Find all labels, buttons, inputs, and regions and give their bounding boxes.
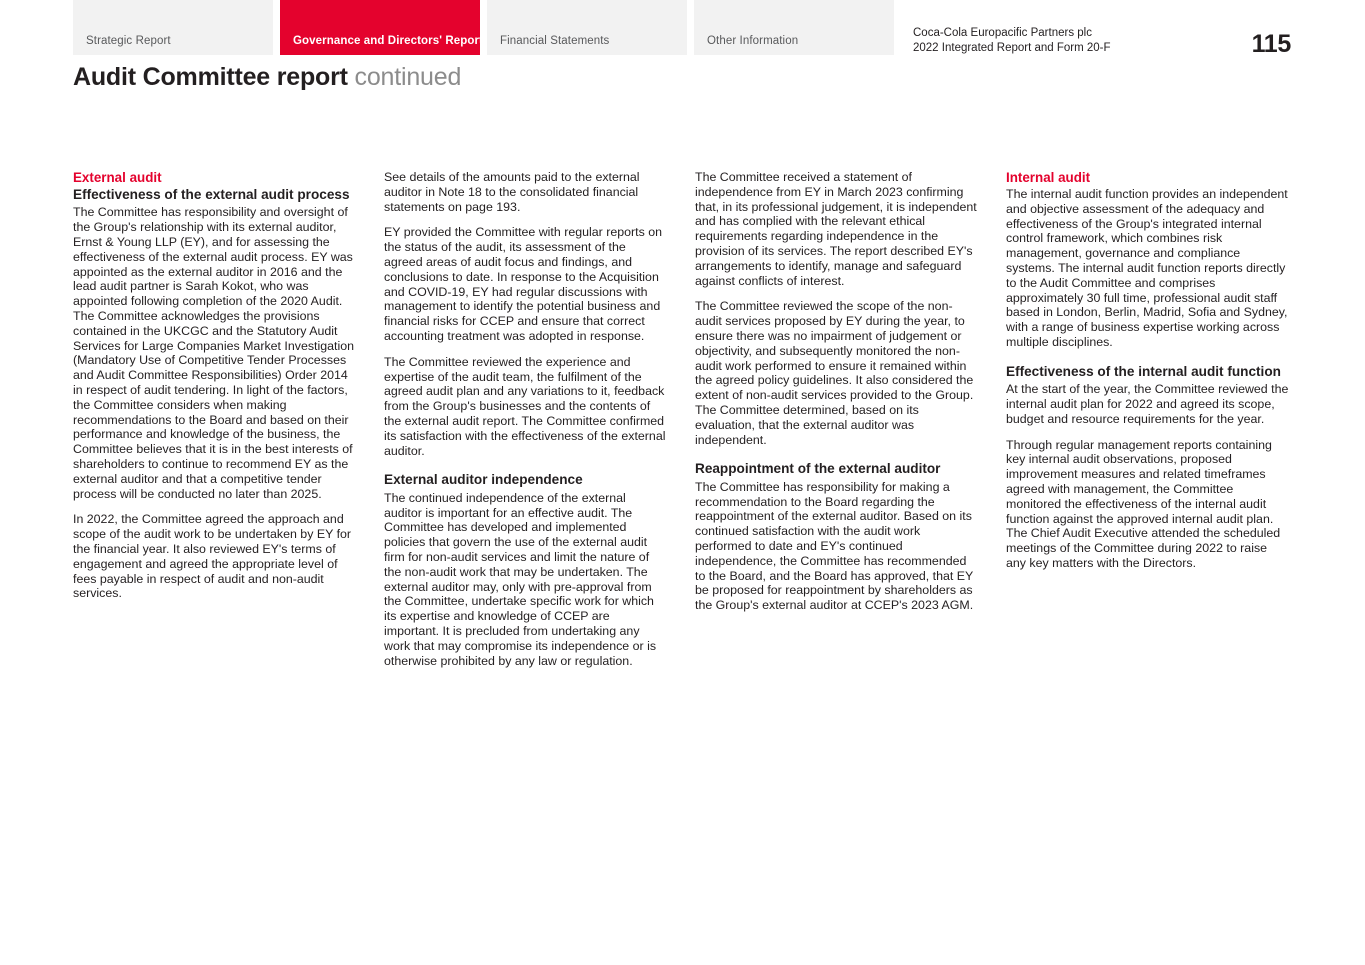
heading-reappointment-external-auditor: Reappointment of the external auditor <box>695 461 941 477</box>
paragraph: See details of the amounts paid to the external auditor in Note 18 to the consolidated financial statements on page 193. <box>384 170 640 214</box>
report-name: 2022 Integrated Report and Form 20-F <box>913 41 1111 54</box>
heading-external-auditor-independence: External auditor independence <box>384 472 583 488</box>
paragraph: The Committee received a statement of independence from EY in March 2023 confirming that, in its professional judgement, it is independent and has complied with the relevant ethical requirements regarding independence in the provision of its services. The report described EY's arrangements to identify, manage and safeguard against conflicts of interest. <box>695 170 977 288</box>
paragraph: The internal audit function provides an independent and objective assessment of the adequacy and effectiveness of the Group's integrated internal control framework, which combines risk management, governance and compliance systems. The internal audit function reports directly to the Audit Committee and comprises approximately 30 full time, professional audit staff based in London, Berlin, Madrid, Sofia and Sydney, with a range of business expertise working across multiple disciplines. <box>1006 187 1288 349</box>
section-tab-bar <box>73 0 901 55</box>
column-3 <box>695 170 978 679</box>
paragraph: Through regular management reports containing key internal audit observations, proposed improvement measures and related timeframes agreed with management, the Committee monitored the effectiveness of the internal audit function against the approved internal audit plan. The Chief Audit Executive attended the scheduled meetings of the Committee during 2022 to raise any key matters with the Directors. <box>1006 437 1281 570</box>
tab-label: Financial Statements <box>500 35 610 47</box>
heading-external-audit: External audit <box>73 170 162 185</box>
content-columns <box>73 170 1289 679</box>
column-1 <box>73 170 356 679</box>
page-number: 115 <box>1251 30 1291 58</box>
tab-label: Strategic Report <box>86 35 171 47</box>
paragraph: The Committee reviewed the experience and expertise of the audit team, the fulfilment of the agreed audit plan and any variations to it, feedback from the Group's businesses and the contents of the external audit report. The Committee confirmed its satisfaction with the effectiveness of the external auditor. <box>384 354 666 458</box>
tab-strategic-report[interactable] <box>73 0 273 55</box>
page-title-continued: continued <box>354 63 462 91</box>
paragraph: EY provided the Committee with regular reports on the status of the audit, its assessment of the agreed areas of audit focus and findings, and conclusions to date. In response to the Acquisition and COVID-19, EY had regular discussions with management to identify the potential business and financial risks for CCEP and ensure that correct accounting treatment was adopted in response. <box>384 225 663 343</box>
paragraph: At the start of the year, the Committee reviewed the internal audit plan for 2022 and agreed its scope, budget and resource requirements for the year. <box>1006 382 1289 426</box>
heading-effectiveness-internal-audit-function: Effectiveness of the internal audit function <box>1006 363 1281 379</box>
tab-label: Other Information <box>707 35 799 47</box>
tab-governance-and-directors-report[interactable] <box>280 0 483 55</box>
page-title-main: Audit Committee report <box>73 63 348 91</box>
tab-label: Governance and Directors' Report <box>293 35 483 47</box>
tab-financial-statements[interactable] <box>487 0 687 55</box>
paragraph: The Committee has responsibility and oversight of the Group's relationship with its external auditor, Ernst & Young LLP (EY), and for assessing the effectiveness of the external audit process. EY was appointed as the external auditor in 2016 and the lead audit partner is Sarah Kokot, who was appointed following completion of the 2020 Audit. The Committee acknowledges the provisions contained in the UKCGC and the Statutory Audit Services for Large Companies Market Investigation (Mandatory Use of Competitive Tender Processes and Audit Committee Responsibilities) Order 2014 in respect of audit tendering. In light of the factors, the Committee considers when making recommendations to the Board and based on their performance and knowledge of the business, the Committee believes that it is in the best interests of shareholders to continue to recommend EY as the external auditor and that a competitive tender process will be conducted no later than 2025. <box>73 205 354 501</box>
heading-internal-audit: Internal audit <box>1006 170 1091 185</box>
company-name: Coca-Cola Europacific Partners plc <box>913 27 1092 39</box>
paragraph: The continued independence of the external auditor is important for an effective audit. The Committee has developed and implemented policies that govern the use of the external audit firm for non-audit services and limit the nature of the non-audit work that may be undertaken. The external auditor may, only with pre-approval from the Committee, undertake specific work for which its expertise and knowledge of CCEP are important. It is precluded from undertaking any work that may compromise its independence or is otherwise prohibited by any law or regulation. <box>384 490 657 668</box>
page-title <box>73 63 461 92</box>
paragraph: The Committee reviewed the scope of the non-audit services proposed by EY during the year, to ensure there was no impairment of judgement or objectivity, and subsequently monitored the non-audit work performed to ensure it remained within the agreed policy guidelines. It also considered the extent of non-audit services provided to the Group. The Committee determined, based on its evaluation, that the external auditor was independent. <box>695 299 974 447</box>
document-meta <box>913 26 1111 55</box>
column-4 <box>1006 170 1289 679</box>
paragraph: In 2022, the Committee agreed the approach and scope of the audit work to be undertaken by EY for the financial year. It also reviewed EY's terms of engagement and agreed the appropriate level of fees payable in respect of audit and non-audit services. <box>73 512 352 601</box>
paragraph: The Committee has responsibility for making a recommendation to the Board regarding the reappointment of the external auditor. Based on its continued satisfaction with the audit work performed to date and EY's continued independence, the Committee has recommended to the Board, and the Board has approved, that EY be proposed for reappointment by shareholders as the Group's external auditor at CCEP's 2023 AGM. <box>695 479 974 613</box>
column-2 <box>384 170 667 679</box>
tab-other-information[interactable] <box>694 0 894 55</box>
heading-effectiveness-external-audit-process: Effectiveness of the external audit process <box>73 187 350 202</box>
